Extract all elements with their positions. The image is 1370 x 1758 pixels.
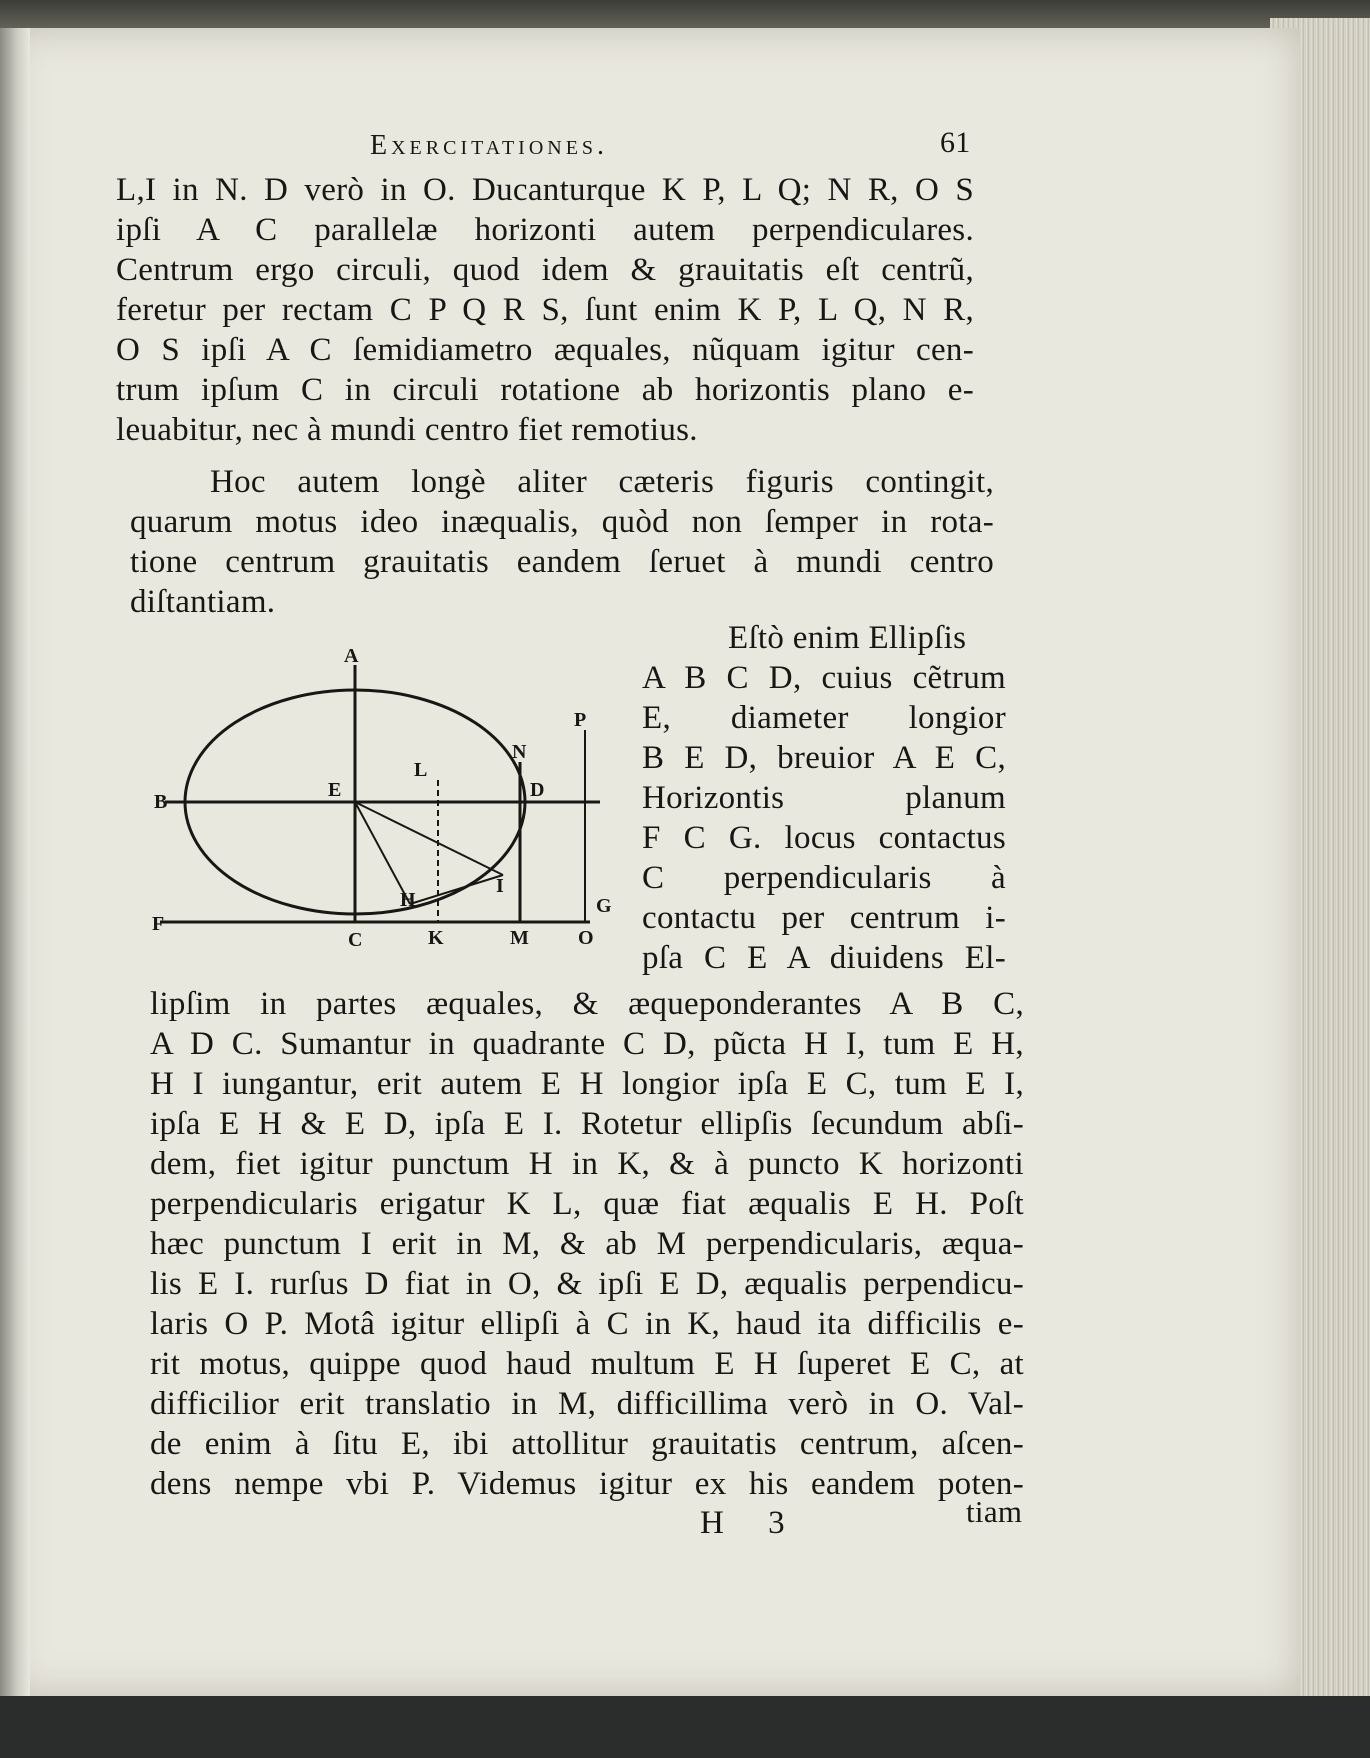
line-hi: [410, 875, 503, 904]
text-line: dens nempe vbi P. Videmus igitur ex his eandem poten-: [150, 1466, 1024, 1502]
label-p: P: [574, 709, 587, 731]
signature-mark: H 3: [700, 1505, 803, 1541]
text-line: de enim à ſitu E, ibi attollitur grauitatis centrum, aſcen-: [150, 1426, 1024, 1462]
text-line: Horizontis planum: [642, 780, 1006, 816]
text-line: trum ipſum C in circuli rotatione ab horizontis plano e-: [116, 372, 974, 408]
text-line: leuabitur, nec à mundi centro fiet remotius.: [116, 412, 698, 448]
text-line: quarum motus ideo inæqualis, quòd non ſemper in rota-: [130, 504, 994, 540]
text-line: tione centrum grauitatis eandem ſeruet à mundi centro: [130, 544, 994, 580]
label-h: H: [400, 889, 416, 911]
catchword: tiam: [966, 1494, 1023, 1529]
text-line: Hoc autem longè aliter cæteris figuris contingit,: [210, 464, 994, 500]
label-c: C: [348, 929, 363, 951]
ellipse-figure: [152, 645, 640, 951]
label-l: L: [414, 759, 428, 781]
text-line: C perpendicularis à: [642, 860, 1006, 896]
label-b: B: [154, 791, 168, 813]
text-line: A D C. Sumantur in quadrante C D, pũcta H I, tum E H,: [150, 1026, 1024, 1062]
text-line: L,I in N. D verò in O. Ducanturque K P, L Q; N R, O S: [116, 172, 974, 208]
label-e: E: [328, 779, 342, 801]
running-header: Exercitationes.: [370, 130, 609, 161]
text-line: hæc punctum I erit in M, & ab M perpendicularis, æqua-: [150, 1226, 1024, 1262]
text-line: pſa C E A diuidens El-: [642, 940, 1006, 976]
label-a: A: [344, 645, 359, 667]
text-line: ipſi A C parallelæ horizonti autem perpendiculares.: [116, 212, 974, 248]
text-line: Eſtò enim Ellipſis: [728, 620, 967, 656]
text-line: O S ipſi A C ſemidiametro æquales, nũquam igitur cen-: [116, 332, 974, 368]
text-line: difficilior erit translatio in M, difficillima verò in O. Val-: [150, 1386, 1024, 1422]
label-k: K: [428, 927, 444, 949]
label-m: M: [510, 927, 529, 949]
label-g: G: [596, 895, 612, 917]
text-line: E, diameter longior: [642, 700, 1006, 736]
text-line: lipſim in partes æquales, & æqueponderantes A B C,: [150, 986, 1024, 1022]
line-ei: [355, 802, 503, 875]
page-gutter: [0, 28, 30, 1696]
text-line: F C G. locus contactus: [642, 820, 1006, 856]
label-f: F: [152, 913, 165, 935]
label-i: I: [496, 875, 504, 897]
text-line: laris O P. Motâ igitur ellipſi à C in K, haud ita difficilis e-: [150, 1306, 1024, 1342]
text-line: contactu per centrum i-: [642, 900, 1006, 936]
text-line: feretur per rectam C P Q R S, ſunt enim K P, L Q, N R,: [116, 292, 974, 328]
text-line: B E D, breuior A E C,: [642, 740, 1006, 776]
text-line: A B C D, cuius cẽtrum: [642, 660, 1006, 696]
text-line: perpendicularis erigatur K L, quæ fiat æqualis E H. Poſt: [150, 1186, 1024, 1222]
text-line: dem, fiet igitur punctum H in K, & à puncto K horizonti: [150, 1146, 1024, 1182]
text-line: lis E I. rurſus D fiat in O, & ipſi E D, æqualis perpendicu-: [150, 1266, 1024, 1302]
label-n: N: [512, 741, 527, 763]
text-line: rit motus, quippe quod haud multum E H ſuperet E C, at: [150, 1346, 1024, 1382]
label-d: D: [530, 779, 545, 801]
text-line: ipſa E H & E D, ipſa E I. Rotetur ellipſis ſecundum abſi-: [150, 1106, 1024, 1142]
text-line: H I iungantur, erit autem E H longior ipſa E C, tum E I,: [150, 1066, 1024, 1102]
text-line: diſtantiam.: [130, 584, 276, 620]
label-o: O: [578, 927, 594, 949]
page-number: 61: [940, 126, 971, 159]
scan-background-bottom: [0, 1696, 1370, 1758]
text-line: Centrum ergo circuli, quod idem & grauitatis eſt centrũ,: [116, 252, 974, 288]
